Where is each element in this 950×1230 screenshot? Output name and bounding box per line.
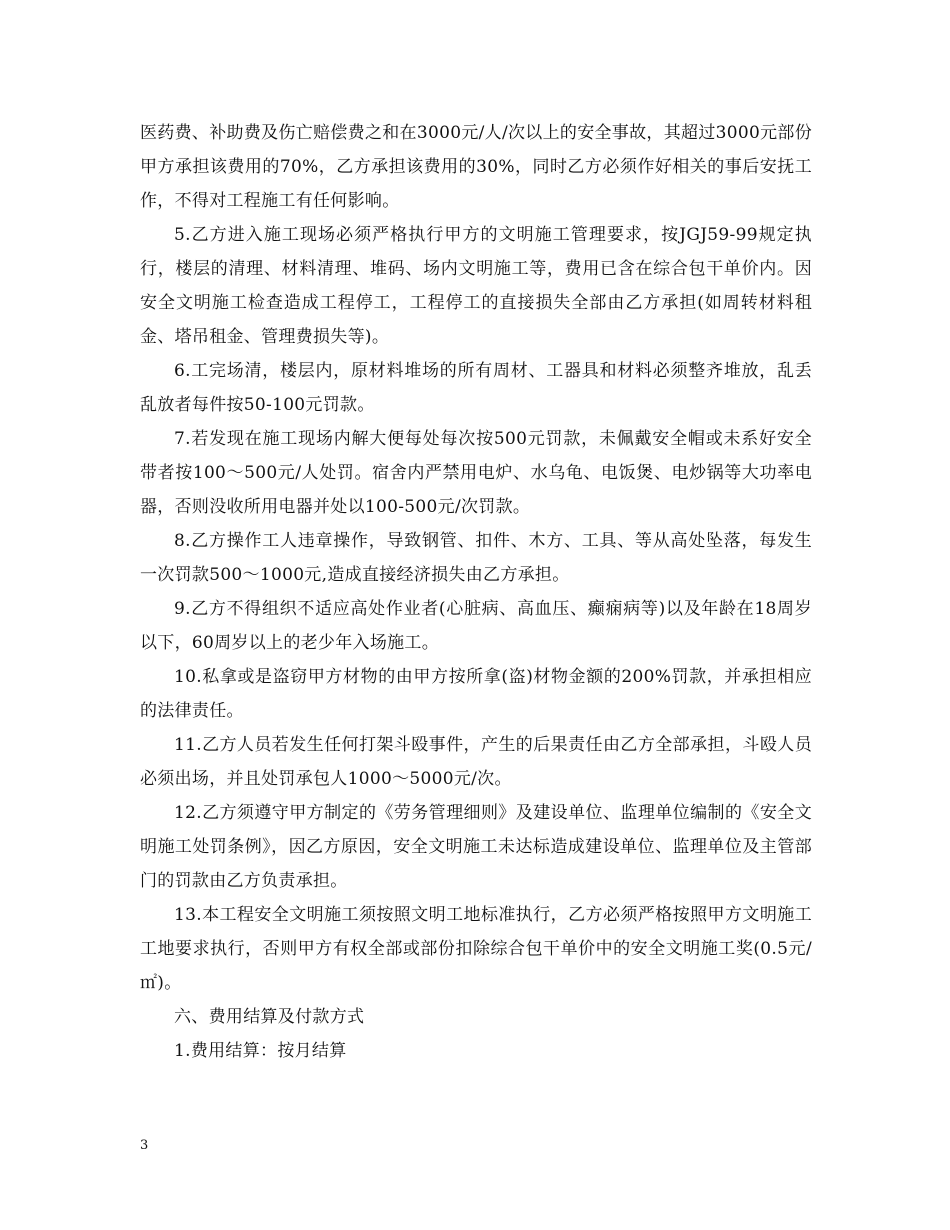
- paragraph-injury-cost-sharing: 医药费、补助费及伤亡赔偿费之和在3000元/人/次以上的安全事故，其超过3000元部份甲方承担该费用的70%，乙方承担该费用的30%，同时乙方必须作好相关的事后安抚工作，不得对工程施工有任何影响。: [140, 123, 812, 211]
- paragraph-item-6: 6.工完场清，楼层内，原材料堆场的所有周材、工器具和材料必须整齐堆放，乱丢乱放者每件按50-100元罚款。: [140, 361, 812, 415]
- paragraph-item-11: 11.乙方人员若发生任何打架斗殴事件，产生的后果责任由乙方全部承担，斗殴人员必须出场，并且处罚承包人1000～5000元/次。: [140, 735, 812, 789]
- page-number: 3: [140, 1138, 149, 1153]
- document-body: [140, 116, 812, 1068]
- paragraph-item-13: 13.本工程安全文明施工须按照文明工地标准执行，乙方必须严格按照甲方文明施工工地要求执行，否则甲方有权全部或部份扣除综合包干单价中的安全文明施工奖(0.5元/㎡)。: [140, 905, 812, 993]
- paragraph-item-10: 10.私拿或是盗窃甲方材物的由甲方按所拿(盗)材物金额的200%罚款，并承担相应的法律责任。: [140, 667, 812, 721]
- section-heading-settlement: 六、费用结算及付款方式: [174, 1007, 365, 1027]
- paragraph-item-8: 8.乙方操作工人违章操作，导致钢管、扣件、木方、工具、等从高处坠落，每发生一次罚款500～1000元,造成直接经济损失由乙方承担。: [140, 531, 812, 585]
- paragraph-item-9: 9.乙方不得组织不适应高处作业者(心脏病、高血压、癫痫病等)以及年龄在18周岁以下，60周岁以上的老少年入场施工。: [140, 599, 812, 653]
- paragraph-item-7: 7.若发现在施工现场内解大便每处每次按500元罚款，未佩戴安全帽或未系好安全带者按100～500元/人处罚。宿舍内严禁用电炉、水乌龟、电饭煲、电炒锅等大功率电器，否则没收所用电器并处以100-500元/次罚款。: [140, 429, 812, 517]
- paragraph-item-5: 5.乙方进入施工现场必须严格执行甲方的文明施工管理要求，按JGJ59-99规定执行，楼层的清理、材料清理、堆码、场内文明施工等，费用已含在综合包干单价内。因安全文明施工检查造成工程停工，工程停工的直接损失全部由乙方承担(如周转材料租金、塔吊租金、管理费损失等)。: [140, 225, 812, 347]
- paragraph-item-12: 12.乙方须遵守甲方制定的《劳务管理细则》及建设单位、监理单位编制的《安全文明施工处罚条例》，因乙方原因，安全文明施工未达标造成建设单位、监理单位及主管部门的罚款由乙方负责承担。: [140, 803, 812, 891]
- paragraph-settlement-1: 1.费用结算：按月结算: [174, 1041, 347, 1061]
